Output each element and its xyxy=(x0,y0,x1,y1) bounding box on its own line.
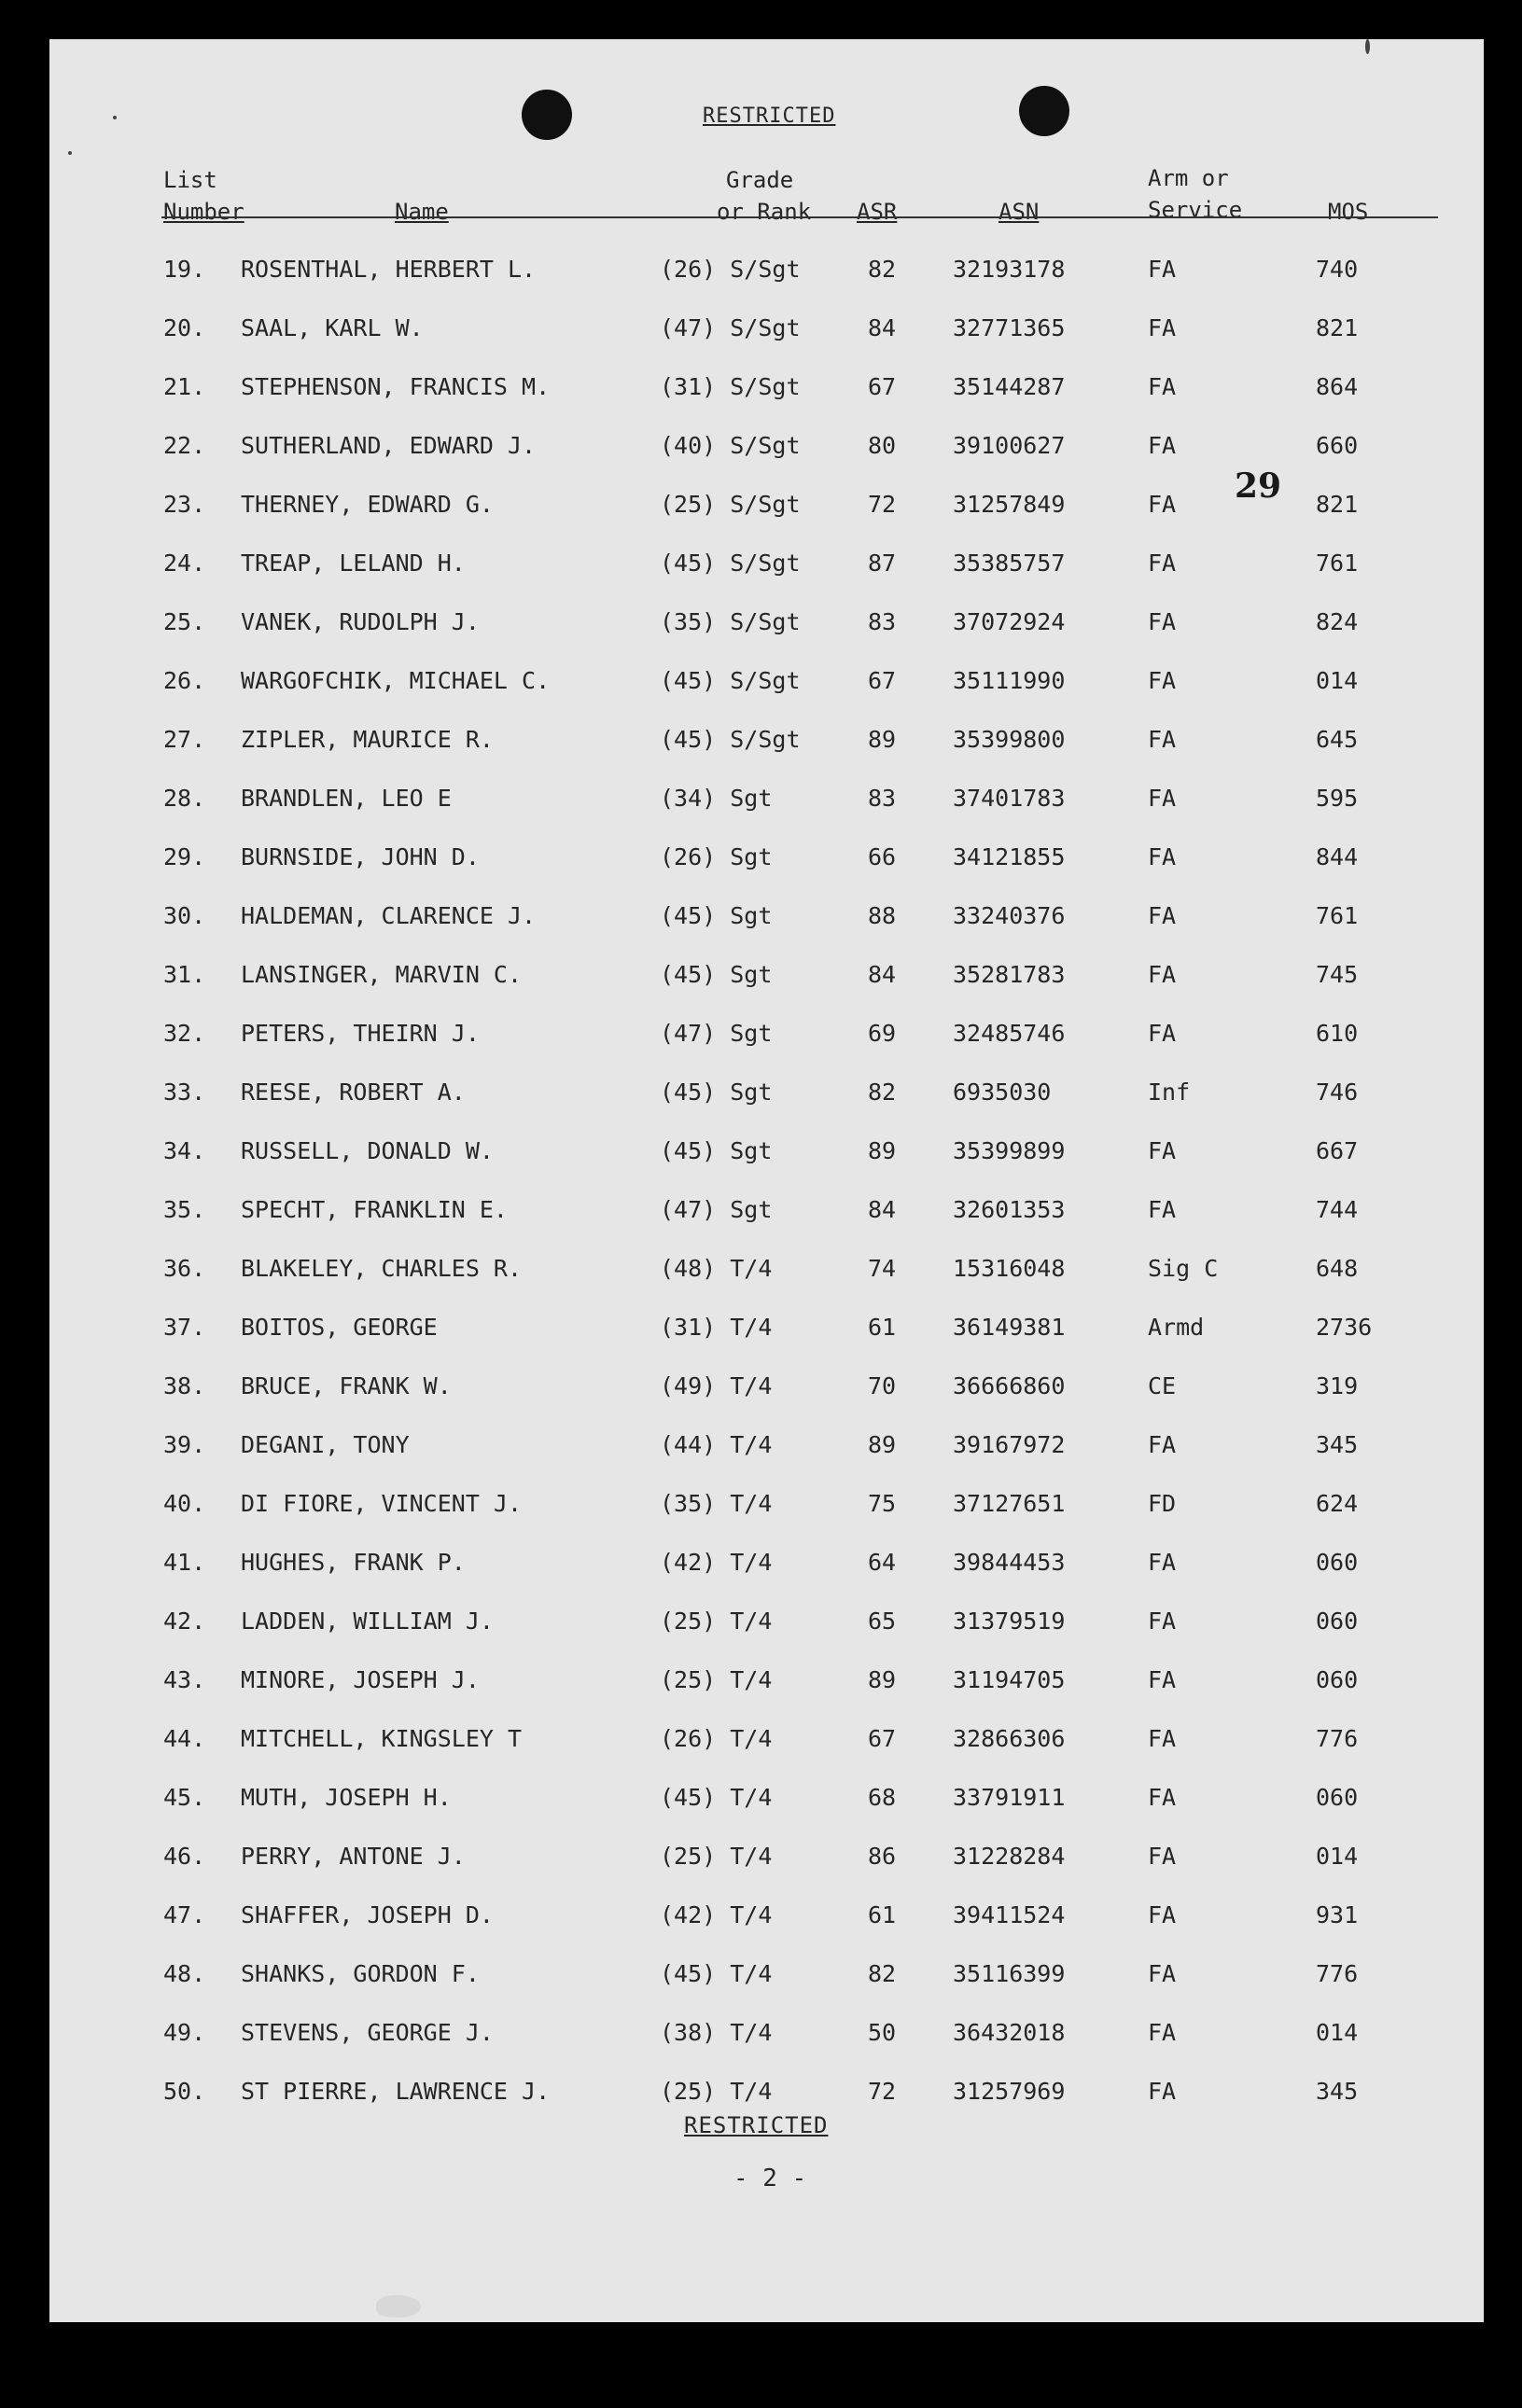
mos-code: 744 xyxy=(1316,1196,1359,1223)
table-row xyxy=(49,1714,1484,1773)
mos-code: 821 xyxy=(1316,491,1359,518)
asr-score: 72 xyxy=(868,491,897,518)
grade-rank: (45) Sgt xyxy=(660,961,773,988)
asn-number: 33791911 xyxy=(953,1784,1066,1811)
list-number: 49. xyxy=(163,2019,206,2046)
soldier-name: SPECHT, FRANKLIN E. xyxy=(241,1196,508,1223)
grade-rank: (45) Sgt xyxy=(660,1137,773,1164)
asr-score: 84 xyxy=(868,314,897,341)
asn-number: 36149381 xyxy=(953,1314,1066,1341)
arm-service: FA xyxy=(1148,1784,1177,1811)
soldier-name: BRANDLEN, LEO E xyxy=(241,785,452,812)
asr-score: 86 xyxy=(868,1843,897,1870)
asr-score: 74 xyxy=(868,1255,897,1282)
header-list-number: List Number xyxy=(163,167,244,225)
arm-service: Armd xyxy=(1148,1314,1205,1341)
grade-rank: (42) T/4 xyxy=(660,1549,773,1576)
grade-rank: (49) T/4 xyxy=(660,1372,773,1399)
arm-service: FD xyxy=(1148,1490,1177,1517)
table-row xyxy=(49,1949,1484,2008)
table-row xyxy=(49,1420,1484,1479)
list-number: 48. xyxy=(163,1960,206,1987)
soldier-name: LANSINGER, MARVIN C. xyxy=(241,961,523,988)
asn-number: 35111990 xyxy=(953,667,1066,694)
roster-table xyxy=(49,244,1484,2125)
grade-rank: (40) S/Sgt xyxy=(660,432,801,459)
soldier-name: HUGHES, FRANK P. xyxy=(241,1549,466,1576)
document-page xyxy=(49,39,1484,2322)
soldier-name: ST PIERRE, LAWRENCE J. xyxy=(241,2078,551,2105)
grade-rank: (45) S/Sgt xyxy=(660,550,801,577)
asn-number: 37401783 xyxy=(953,785,1066,812)
mos-code: 345 xyxy=(1316,1431,1359,1458)
list-number: 43. xyxy=(163,1666,206,1693)
arm-service: FA xyxy=(1148,1137,1177,1164)
arm-service: CE xyxy=(1148,1372,1177,1399)
arm-service: FA xyxy=(1148,843,1177,870)
asn-number: 32193178 xyxy=(953,256,1066,283)
asr-score: 87 xyxy=(868,550,897,577)
soldier-name: LADDEN, WILLIAM J. xyxy=(241,1608,494,1635)
arm-service: FA xyxy=(1148,314,1177,341)
header-mos: MOS xyxy=(1328,199,1369,225)
soldier-name: DEGANI, TONY xyxy=(241,1431,410,1458)
table-row xyxy=(49,1244,1484,1302)
grade-rank: (25) S/Sgt xyxy=(660,491,801,518)
paper-blot xyxy=(376,2295,421,2318)
list-number: 38. xyxy=(163,1372,206,1399)
arm-service: FA xyxy=(1148,1608,1177,1635)
arm-service: FA xyxy=(1148,1725,1177,1752)
soldier-name: BOITOS, GEORGE xyxy=(241,1314,438,1341)
table-row xyxy=(49,1479,1484,1538)
asr-score: 89 xyxy=(868,726,897,753)
mos-code: 610 xyxy=(1316,1020,1359,1047)
soldier-name: BRUCE, FRANK W. xyxy=(241,1372,452,1399)
asn-number: 31228284 xyxy=(953,1843,1066,1870)
mos-code: 931 xyxy=(1316,1901,1359,1928)
mos-code: 761 xyxy=(1316,550,1359,577)
asn-number: 33240376 xyxy=(953,902,1066,929)
asn-number: 39100627 xyxy=(953,432,1066,459)
asr-score: 67 xyxy=(868,373,897,400)
arm-service: FA xyxy=(1148,1843,1177,1870)
mos-code: 2736 xyxy=(1316,1314,1373,1341)
soldier-name: RUSSELL, DONALD W. xyxy=(241,1137,494,1164)
list-number: 36. xyxy=(163,1255,206,1282)
asn-number: 39167972 xyxy=(953,1431,1066,1458)
list-number: 41. xyxy=(163,1549,206,1576)
grade-rank: (25) T/4 xyxy=(660,2078,773,2105)
list-number: 34. xyxy=(163,1137,206,1164)
mos-code: 595 xyxy=(1316,785,1359,812)
grade-rank: (38) T/4 xyxy=(660,2019,773,2046)
grade-rank: (45) Sgt xyxy=(660,1079,773,1106)
asn-number: 36666860 xyxy=(953,1372,1066,1399)
asn-number: 34121855 xyxy=(953,843,1066,870)
mos-code: 645 xyxy=(1316,726,1359,753)
asr-score: 89 xyxy=(868,1666,897,1693)
grade-rank: (26) Sgt xyxy=(660,843,773,870)
list-number: 39. xyxy=(163,1431,206,1458)
asr-score: 72 xyxy=(868,2078,897,2105)
mos-code: 844 xyxy=(1316,843,1359,870)
asn-number: 39844453 xyxy=(953,1549,1066,1576)
table-row xyxy=(49,1185,1484,1244)
arm-service: FA xyxy=(1148,902,1177,929)
table-row xyxy=(49,656,1484,715)
mos-code: 824 xyxy=(1316,608,1359,635)
asr-score: 88 xyxy=(868,902,897,929)
list-number: 42. xyxy=(163,1608,206,1635)
arm-service: FA xyxy=(1148,373,1177,400)
ink-speck xyxy=(1365,39,1370,54)
header-name: Name xyxy=(395,199,449,225)
arm-service: FA xyxy=(1148,608,1177,635)
table-row xyxy=(49,1596,1484,1655)
arm-service: FA xyxy=(1148,256,1177,283)
soldier-name: DI FIORE, VINCENT J. xyxy=(241,1490,523,1517)
grade-rank: (47) Sgt xyxy=(660,1020,773,1047)
arm-service: FA xyxy=(1148,1901,1177,1928)
list-number: 27. xyxy=(163,726,206,753)
mos-code: 660 xyxy=(1316,432,1359,459)
asn-number: 32601353 xyxy=(953,1196,1066,1223)
list-number: 45. xyxy=(163,1784,206,1811)
list-number: 30. xyxy=(163,902,206,929)
asr-score: 82 xyxy=(868,256,897,283)
soldier-name: STEPHENSON, FRANCIS M. xyxy=(241,373,551,400)
mos-code: 746 xyxy=(1316,1079,1359,1106)
arm-service: FA xyxy=(1148,726,1177,753)
list-number: 20. xyxy=(163,314,206,341)
soldier-name: REESE, ROBERT A. xyxy=(241,1079,466,1106)
asn-number: 31257849 xyxy=(953,491,1066,518)
grade-rank: (26) T/4 xyxy=(660,1725,773,1752)
grade-rank: (42) T/4 xyxy=(660,1901,773,1928)
asr-score: 61 xyxy=(868,1314,897,1341)
punch-hole-left xyxy=(522,90,572,140)
grade-rank: (48) T/4 xyxy=(660,1255,773,1282)
mos-code: 821 xyxy=(1316,314,1359,341)
table-row xyxy=(49,1773,1484,1831)
mos-code: 060 xyxy=(1316,1608,1359,1635)
asn-number: 35116399 xyxy=(953,1960,1066,1987)
list-number: 47. xyxy=(163,1901,206,1928)
mos-code: 740 xyxy=(1316,256,1359,283)
soldier-name: THERNEY, EDWARD G. xyxy=(241,491,494,518)
header-divider xyxy=(161,216,1438,218)
asr-score: 64 xyxy=(868,1549,897,1576)
list-number: 22. xyxy=(163,432,206,459)
arm-service: FA xyxy=(1148,785,1177,812)
table-row xyxy=(49,950,1484,1009)
list-number: 33. xyxy=(163,1079,206,1106)
margin-note: 29 xyxy=(1235,466,1282,506)
asr-score: 82 xyxy=(868,1079,897,1106)
soldier-name: SHANKS, GORDON F. xyxy=(241,1960,480,1987)
grade-rank: (25) T/4 xyxy=(660,1843,773,1870)
table-row xyxy=(49,303,1484,362)
table-row xyxy=(49,832,1484,891)
mos-code: 648 xyxy=(1316,1255,1359,1282)
list-number: 40. xyxy=(163,1490,206,1517)
asn-number: 31194705 xyxy=(953,1666,1066,1693)
soldier-name: STEVENS, GEORGE J. xyxy=(241,2019,494,2046)
soldier-name: BURNSIDE, JOHN D. xyxy=(241,843,480,870)
list-number: 28. xyxy=(163,785,206,812)
arm-service: Sig C xyxy=(1148,1255,1219,1282)
asn-number: 39411524 xyxy=(953,1901,1066,1928)
table-row xyxy=(49,1831,1484,1890)
table-row xyxy=(49,1890,1484,1949)
mos-code: 060 xyxy=(1316,1784,1359,1811)
asn-number: 36432018 xyxy=(953,2019,1066,2046)
mos-code: 864 xyxy=(1316,373,1359,400)
list-number: 24. xyxy=(163,550,206,577)
ink-speck xyxy=(68,151,72,155)
asr-score: 69 xyxy=(868,1020,897,1047)
arm-service: FA xyxy=(1148,1020,1177,1047)
asr-score: 83 xyxy=(868,608,897,635)
asn-number: 37127651 xyxy=(953,1490,1066,1517)
asn-number: 35144287 xyxy=(953,373,1066,400)
grade-rank: (47) S/Sgt xyxy=(660,314,801,341)
mos-code: 060 xyxy=(1316,1549,1359,1576)
mos-code: 667 xyxy=(1316,1137,1359,1164)
arm-service: FA xyxy=(1148,1549,1177,1576)
grade-rank: (31) T/4 xyxy=(660,1314,773,1341)
asn-number: 35281783 xyxy=(953,961,1066,988)
mos-code: 345 xyxy=(1316,2078,1359,2105)
table-row xyxy=(49,597,1484,656)
table-row xyxy=(49,891,1484,950)
punch-hole-right xyxy=(1019,86,1069,136)
grade-rank: (35) S/Sgt xyxy=(660,608,801,635)
soldier-name: SUTHERLAND, EDWARD J. xyxy=(241,432,537,459)
grade-rank: (25) T/4 xyxy=(660,1666,773,1693)
arm-service: FA xyxy=(1148,491,1177,518)
list-number: 19. xyxy=(163,256,206,283)
asr-score: 61 xyxy=(868,1901,897,1928)
asr-score: 66 xyxy=(868,843,897,870)
header-arm-service: Arm or Service xyxy=(1148,165,1243,223)
mos-code: 319 xyxy=(1316,1372,1359,1399)
asr-score: 67 xyxy=(868,667,897,694)
soldier-name: MITCHELL, KINGSLEY T xyxy=(241,1725,523,1752)
list-number: 23. xyxy=(163,491,206,518)
mos-code: 776 xyxy=(1316,1725,1359,1752)
list-number: 32. xyxy=(163,1020,206,1047)
asr-score: 84 xyxy=(868,1196,897,1223)
asn-number: 6935030 xyxy=(953,1079,1052,1106)
soldier-name: PERRY, ANTONE J. xyxy=(241,1843,466,1870)
asn-number: 15316048 xyxy=(953,1255,1066,1282)
grade-rank: (45) T/4 xyxy=(660,1784,773,1811)
mos-code: 014 xyxy=(1316,1843,1359,1870)
asn-number: 37072924 xyxy=(953,608,1066,635)
classification-bottom: RESTRICTED xyxy=(684,2112,829,2138)
list-number: 50. xyxy=(163,2078,206,2105)
soldier-name: HALDEMAN, CLARENCE J. xyxy=(241,902,537,929)
mos-code: 776 xyxy=(1316,1960,1359,1987)
asn-number: 35399800 xyxy=(953,726,1066,753)
table-row xyxy=(49,1067,1484,1126)
list-number: 35. xyxy=(163,1196,206,1223)
grade-rank: (25) T/4 xyxy=(660,1608,773,1635)
grade-rank: (44) T/4 xyxy=(660,1431,773,1458)
asr-score: 82 xyxy=(868,1960,897,1987)
arm-service: FA xyxy=(1148,667,1177,694)
asr-score: 80 xyxy=(868,432,897,459)
arm-service: FA xyxy=(1148,432,1177,459)
soldier-name: BLAKELEY, CHARLES R. xyxy=(241,1255,523,1282)
asr-score: 70 xyxy=(868,1372,897,1399)
table-row xyxy=(49,1126,1484,1185)
list-number: 25. xyxy=(163,608,206,635)
table-row xyxy=(49,1538,1484,1596)
arm-service: FA xyxy=(1148,2078,1177,2105)
arm-service: Inf xyxy=(1148,1079,1191,1106)
grade-rank: (45) S/Sgt xyxy=(660,726,801,753)
list-number: 21. xyxy=(163,373,206,400)
header-asr: ASR xyxy=(857,199,898,225)
table-row xyxy=(49,773,1484,832)
table-row xyxy=(49,2008,1484,2067)
header-asn: ASN xyxy=(998,199,1040,225)
asr-score: 67 xyxy=(868,1725,897,1752)
arm-service: FA xyxy=(1148,1960,1177,1987)
mos-code: 060 xyxy=(1316,1666,1359,1693)
list-number: 44. xyxy=(163,1725,206,1752)
mos-code: 624 xyxy=(1316,1490,1359,1517)
soldier-name: PETERS, THEIRN J. xyxy=(241,1020,480,1047)
asn-number: 31257969 xyxy=(953,2078,1066,2105)
list-number: 31. xyxy=(163,961,206,988)
grade-rank: (34) Sgt xyxy=(660,785,773,812)
table-row xyxy=(49,1655,1484,1714)
arm-service: FA xyxy=(1148,2019,1177,2046)
ink-speck xyxy=(113,116,117,119)
table-row xyxy=(49,1009,1484,1067)
asr-score: 84 xyxy=(868,961,897,988)
soldier-name: ZIPLER, MAURICE R. xyxy=(241,726,494,753)
grade-rank: (45) Sgt xyxy=(660,902,773,929)
arm-service: FA xyxy=(1148,1666,1177,1693)
header-grade: Grade or Rank xyxy=(717,167,812,225)
asn-number: 31379519 xyxy=(953,1608,1066,1635)
table-row xyxy=(49,715,1484,773)
asr-score: 89 xyxy=(868,1137,897,1164)
mos-code: 014 xyxy=(1316,667,1359,694)
asr-score: 83 xyxy=(868,785,897,812)
soldier-name: SHAFFER, JOSEPH D. xyxy=(241,1901,494,1928)
asn-number: 32771365 xyxy=(953,314,1066,341)
arm-service: FA xyxy=(1148,1196,1177,1223)
asn-number: 32485746 xyxy=(953,1020,1066,1047)
asr-score: 65 xyxy=(868,1608,897,1635)
list-number: 46. xyxy=(163,1843,206,1870)
mos-code: 745 xyxy=(1316,961,1359,988)
table-row xyxy=(49,1302,1484,1361)
arm-service: FA xyxy=(1148,550,1177,577)
asr-score: 75 xyxy=(868,1490,897,1517)
page-number: - 2 - xyxy=(733,2164,807,2192)
asr-score: 68 xyxy=(868,1784,897,1811)
grade-rank: (45) T/4 xyxy=(660,1960,773,1987)
asr-score: 50 xyxy=(868,2019,897,2046)
list-number: 29. xyxy=(163,843,206,870)
grade-rank: (31) S/Sgt xyxy=(660,373,801,400)
soldier-name: ROSENTHAL, HERBERT L. xyxy=(241,256,537,283)
grade-rank: (26) S/Sgt xyxy=(660,256,801,283)
grade-rank: (35) T/4 xyxy=(660,1490,773,1517)
table-row xyxy=(49,538,1484,597)
asn-number: 32866306 xyxy=(953,1725,1066,1752)
mos-code: 761 xyxy=(1316,902,1359,929)
list-number: 26. xyxy=(163,667,206,694)
arm-service: FA xyxy=(1148,961,1177,988)
soldier-name: TREAP, LELAND H. xyxy=(241,550,466,577)
soldier-name: VANEK, RUDOLPH J. xyxy=(241,608,480,635)
table-row xyxy=(49,1361,1484,1420)
list-number: 37. xyxy=(163,1314,206,1341)
asn-number: 35385757 xyxy=(953,550,1066,577)
mos-code: 014 xyxy=(1316,2019,1359,2046)
table-row xyxy=(49,244,1484,303)
grade-rank: (47) Sgt xyxy=(660,1196,773,1223)
soldier-name: MINORE, JOSEPH J. xyxy=(241,1666,480,1693)
asn-number: 35399899 xyxy=(953,1137,1066,1164)
classification-top: RESTRICTED xyxy=(703,104,836,128)
asr-score: 89 xyxy=(868,1431,897,1458)
soldier-name: MUTH, JOSEPH H. xyxy=(241,1784,452,1811)
soldier-name: WARGOFCHIK, MICHAEL C. xyxy=(241,667,551,694)
soldier-name: SAAL, KARL W. xyxy=(241,314,424,341)
table-row xyxy=(49,362,1484,421)
arm-service: FA xyxy=(1148,1431,1177,1458)
grade-rank: (45) S/Sgt xyxy=(660,667,801,694)
